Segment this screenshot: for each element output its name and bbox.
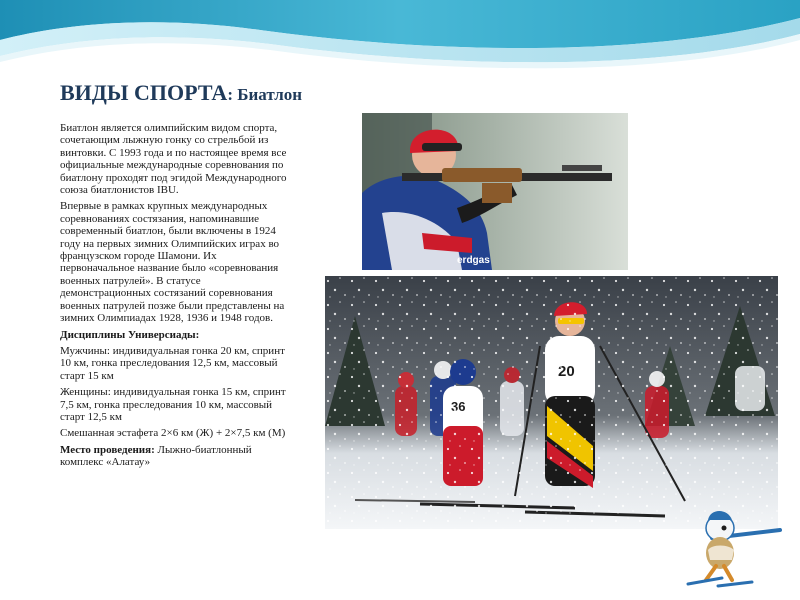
sponsor-text: erdgas bbox=[457, 255, 490, 266]
title-sub: : Биатлон bbox=[227, 85, 303, 104]
venue-label: Место проведения: bbox=[60, 443, 155, 456]
biathlon-mass-start-photo bbox=[325, 276, 778, 529]
universiade-mascot bbox=[682, 508, 782, 590]
disciplines-women: Женщины: индивидуальная гонка 15 км, спринт 7,5 км, гонка преследования 10 км, массовый старт 12,5 км bbox=[60, 386, 286, 423]
disciplines-heading: Дисциплины Универсиады: bbox=[60, 328, 200, 341]
header-wave-decoration bbox=[0, 0, 800, 80]
venue-value: Лыжно-биатлонный комплекс «Алатау» bbox=[60, 443, 252, 469]
disciplines-mixed: Смешанная эстафета 2×6 км (Ж) + 2×7,5 км (М) bbox=[60, 427, 286, 440]
body-text bbox=[60, 122, 292, 473]
slide-title bbox=[60, 80, 302, 106]
paragraph-history: Впервые в рамках крупных международных соревнованиях состязания, напоминавшие современный биатлон, были включены в 1924 году на первых зимних Олимпийских играх во французском городе Шамони. Их первоначальное название было «соревнования военных патрулей». В статусе демонстрационных состязаний соревнования военных патрулей позже были представлены на зимних Олимпиадах 1928, 1936 и 1948 годов. bbox=[60, 200, 285, 325]
title-main: ВИДЫ СПОРТА bbox=[60, 80, 228, 105]
paragraph-intro: Биатлон является олимпийским видом спорта, сочетающим лыжную гонку со стрельбой из винтовки. С 1993 года и по настоящее время все официальные международные соревнования по биатлону проходят под эгидой Международного союза биатлонистов IBU. bbox=[60, 122, 287, 197]
biathlete-shooting-photo bbox=[362, 113, 628, 270]
disciplines-men: Мужчины: индивидуальная гонка 20 км, спринт 10 км, гонка преследования 12,5 км, массовый старт 15 км bbox=[60, 344, 285, 382]
venue bbox=[60, 444, 292, 469]
